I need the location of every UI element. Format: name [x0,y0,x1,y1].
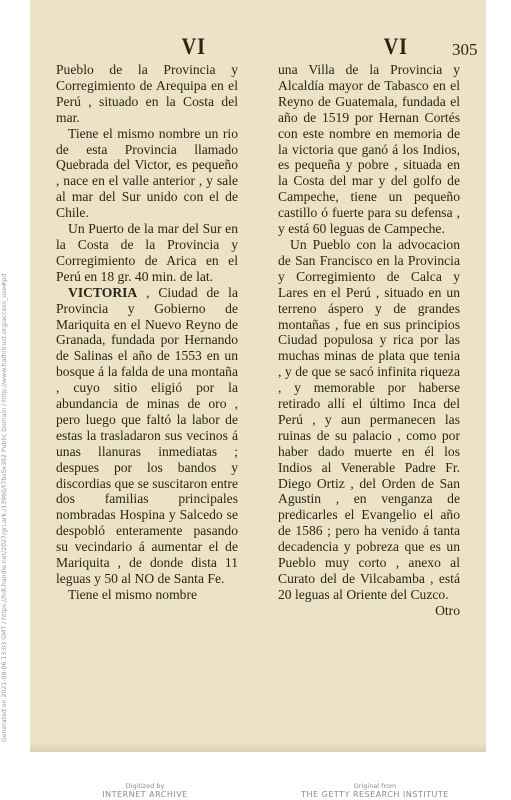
credit-label: Digitized by [125,782,165,790]
entry-paragraph [56,285,238,587]
credit-source: INTERNET ARCHIVE [102,790,188,799]
internet-archive-credit [45,782,245,800]
entry-paragraph: Un Pueblo con la advocacion de San Francisco en la Provincia y Corregimiento de Calca y Lares en el Perú , situado en un terreno áspero y de grandes montañas , fue en sus principios Ciudad populosa y rica por las muchas minas de plata que tenia , y de que se sacó infinita riqueza , y memorable por haberse retirado allí el último Inca del Perú , y aun permanecen las ruinas de su palacio , como por haber dado muerte en él los Indios al Venerable Padre Fr. Diego Ortiz , del Orden de San Agustin , en venganza de predicarles el Evangelio el año de 1586 ; pero ha venido á tanta decadencia y pobreza que es un Pueblo muy corto , anexo al Curato del de Vilcabamba , está 20 leguas al Oriente del Cuzco. [278,236,460,602]
running-head-right: VI [383,34,408,59]
entry-paragraph: una Villa de la Provincia y Alcaldía mayor de Tabasco en el Reyno de Guatemala, fundada el año de 1519 por Hernan Cortés con este nombre en memoria de la victoria que ganó á los Indios, es pequeña y pobre , situada en la Costa del mar y del golfo de Campeche, tiene un pequeño castillo ó fuerte para su defensa , y está 60 leguas de Campeche. [278,62,460,237]
getty-credit [275,782,475,800]
page-number: 305 [452,40,478,59]
entry-paragraph: Un Puerto de la mar del Sur en la Costa de la Provincia y Corregimiento de Arica en el Perú en 18 gr. 40 min. de lat. [56,221,238,284]
entry-headword: VICTORIA [68,284,138,300]
entry-paragraph: Tiene el mismo nombre un rio de esta Provincia llamado Quebrada del Victor, es pequeño , nace en el valle anterior , y sale al mar del Sur unido con el de Chile. [56,125,238,221]
entry-body: , Ciudad de la Provincia y Gobierno de Mariquita en el Nuevo Reyno de Granada, fundada por Hernando de Salinas el año de 1553 en un bosque á la falda de una montaña , cuyo sitio eligió por la abundancia de minas de oro , pero luego que faltó la labor de estas la trasladaron sus vecinos á unas llanuras inmediatas ; despues por los bandos y discordias que se suscitaron entre dos familias principales nombradas Hospina y Salcedo se despobló enteramente pasando su vecindario á aumentar el de Mariquita , de donde dista 11 leguas y 50 al NO de Santa Fe. [56,284,238,586]
left-text-column [56,62,238,603]
hathitrust-watermark: Generated on 2021-09-06 13:03 GMT / https://hdl.handle.net/2027/gri.ark:/13960/t7bs5x392 Public Domain / http://www.hathitrust.org/access_use#pd [1,273,8,742]
entry-paragraph: Tiene el mismo nombre [68,586,198,602]
right-text-column [278,62,460,619]
credit-source: THE GETTY RESEARCH INSTITUTE [301,790,449,799]
credit-label: Original from [353,782,397,790]
entry-paragraph: Pueblo de la Provincia y Corregimiento de Arequipa en el Perú , situado en la Costa del mar. [56,62,238,125]
running-head-left: VI [181,34,206,59]
catchword: Otro [435,602,460,618]
